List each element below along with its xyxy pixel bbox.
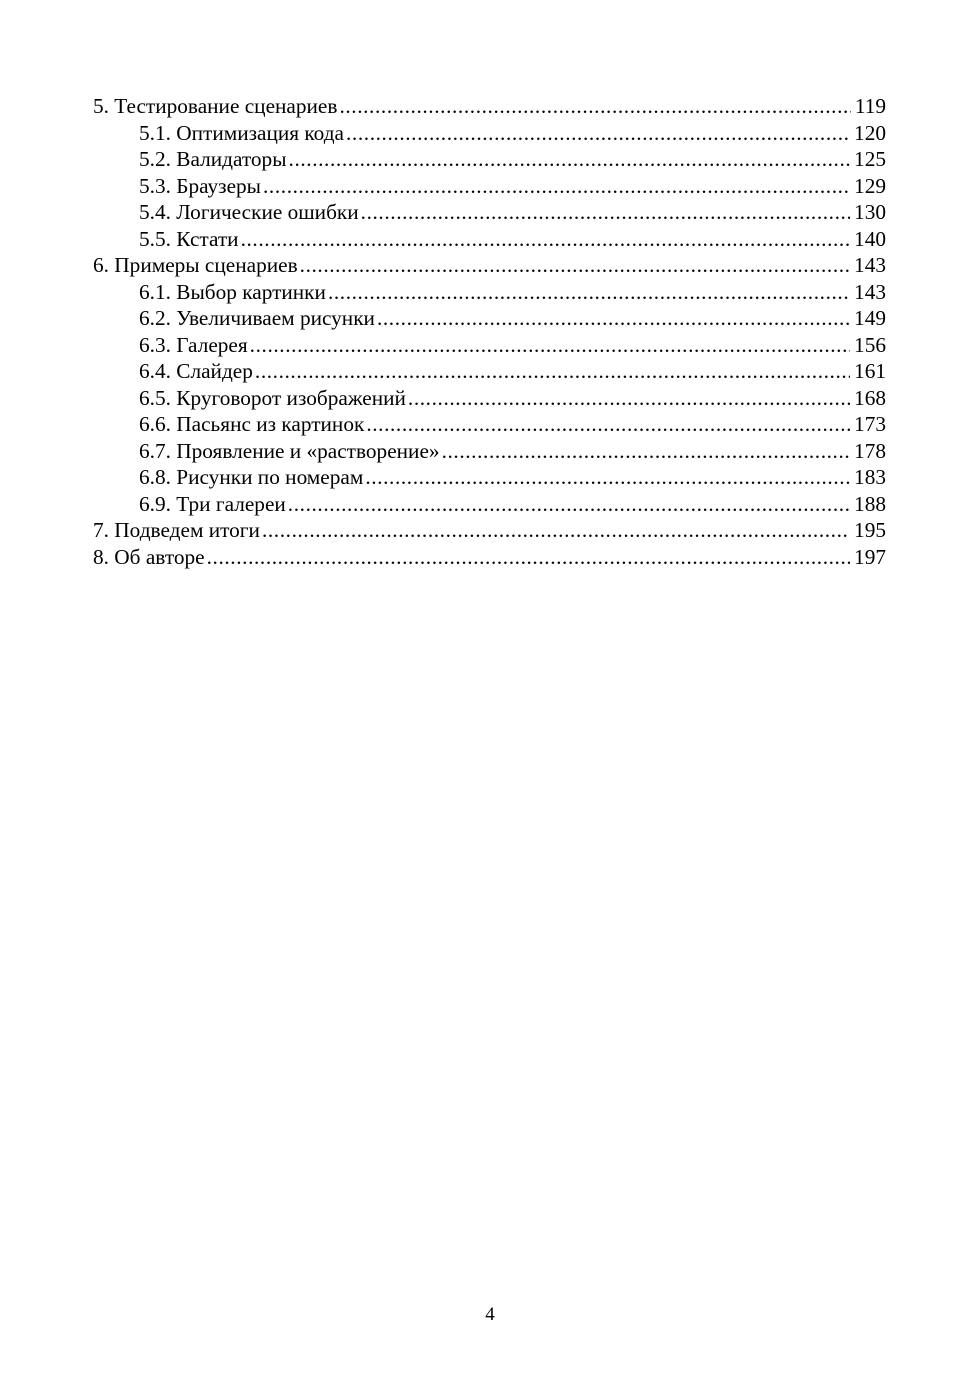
toc-entry-page: 195: [854, 518, 886, 542]
toc-entry[interactable]: [93, 385, 886, 412]
toc-entry-title: 5. Тестирование сценариев: [93, 94, 338, 118]
toc-entry-page: 140: [854, 226, 886, 251]
toc-entry-page: 149: [854, 306, 886, 330]
toc-dot-leader: [339, 93, 850, 120]
page-number: 4: [485, 1304, 495, 1325]
toc-dot-leader: [250, 332, 850, 359]
toc-entry-title: 5.4. Логические ошибки: [139, 200, 359, 224]
toc-entry-title: 7. Подведем итоги: [93, 518, 260, 542]
toc-entry-page: 178: [854, 438, 886, 463]
toc-dot-leader: [300, 252, 850, 279]
toc-entry-title: 5.5. Кстати: [139, 226, 239, 251]
toc-entry[interactable]: [93, 438, 886, 465]
toc-entry-page: 143: [854, 253, 886, 277]
toc-entry[interactable]: [93, 305, 886, 332]
toc-entry[interactable]: [93, 120, 886, 147]
toc-dot-leader: [207, 544, 850, 571]
toc-entry-page: 120: [854, 120, 886, 145]
toc-dot-leader: [365, 464, 850, 491]
toc-entry-title: 6.6. Пасьянс из картинок: [139, 412, 365, 436]
toc-dot-leader: [328, 279, 850, 306]
toc-entry-page: 168: [854, 385, 886, 410]
toc-entry-page: 125: [854, 147, 886, 171]
toc-entry-title: 6.9. Три галереи: [139, 491, 286, 516]
toc-dot-leader: [289, 146, 851, 173]
toc-entry-title: 6.7. Проявление и «растворение»: [139, 438, 440, 463]
toc-entry-page: 143: [854, 279, 886, 304]
toc-entry[interactable]: [93, 491, 886, 518]
toc-entry[interactable]: [93, 332, 886, 359]
toc-entry-title: 6.1. Выбор картинки: [139, 279, 326, 304]
toc-dot-leader: [241, 226, 850, 253]
toc-entry-title: 5.3. Браузеры: [139, 173, 261, 198]
toc-entry[interactable]: [93, 93, 886, 120]
toc-entry-title: 8. Об авторе: [93, 544, 205, 569]
toc-dot-leader: [408, 385, 850, 412]
toc-entry-page: 156: [854, 332, 886, 357]
toc-entry-title: 6.4. Слайдер: [139, 359, 253, 383]
toc-entry-title: 6.5. Круговорот изображений: [139, 385, 406, 410]
toc-entry-page: 173: [854, 412, 886, 436]
toc-entry[interactable]: [93, 464, 886, 491]
toc-entry[interactable]: [93, 411, 886, 438]
toc-entry[interactable]: [93, 358, 886, 385]
toc-entry-title: 5.2. Валидаторы: [139, 147, 287, 171]
toc-dot-leader: [288, 491, 850, 518]
toc-entry-page: 183: [854, 465, 886, 489]
toc-dot-leader: [263, 173, 850, 200]
toc-entry[interactable]: [93, 544, 886, 571]
toc-entry-title: 6. Примеры сценариев: [93, 253, 298, 277]
toc-dot-leader: [361, 199, 850, 226]
toc-dot-leader: [255, 358, 850, 385]
toc-entry[interactable]: [93, 252, 886, 279]
toc-entry-title: 6.3. Галерея: [139, 332, 248, 357]
toc-entry[interactable]: [93, 279, 886, 306]
toc-entry-title: 6.2. Увеличиваем рисунки: [139, 306, 375, 330]
toc-entry-page: 197: [854, 544, 886, 569]
toc-dot-leader: [366, 411, 850, 438]
toc-entry[interactable]: [93, 146, 886, 173]
toc-entry-page: 129: [854, 173, 886, 198]
table-of-contents: [93, 93, 886, 570]
toc-entry-page: 161: [854, 359, 886, 383]
toc-entry[interactable]: [93, 517, 886, 544]
toc-dot-leader: [442, 438, 850, 465]
toc-entry[interactable]: [93, 226, 886, 253]
toc-dot-leader: [377, 305, 850, 332]
toc-dot-leader: [346, 120, 850, 147]
toc-entry-title: 5.1. Оптимизация кода: [139, 120, 344, 145]
toc-entry[interactable]: [93, 173, 886, 200]
toc-entry-page: 130: [854, 200, 886, 224]
toc-entry[interactable]: [93, 199, 886, 226]
toc-entry-page: 119: [854, 94, 886, 118]
toc-dot-leader: [262, 517, 850, 544]
toc-entry-page: 188: [854, 491, 886, 516]
toc-entry-title: 6.8. Рисунки по номерам: [139, 465, 364, 489]
